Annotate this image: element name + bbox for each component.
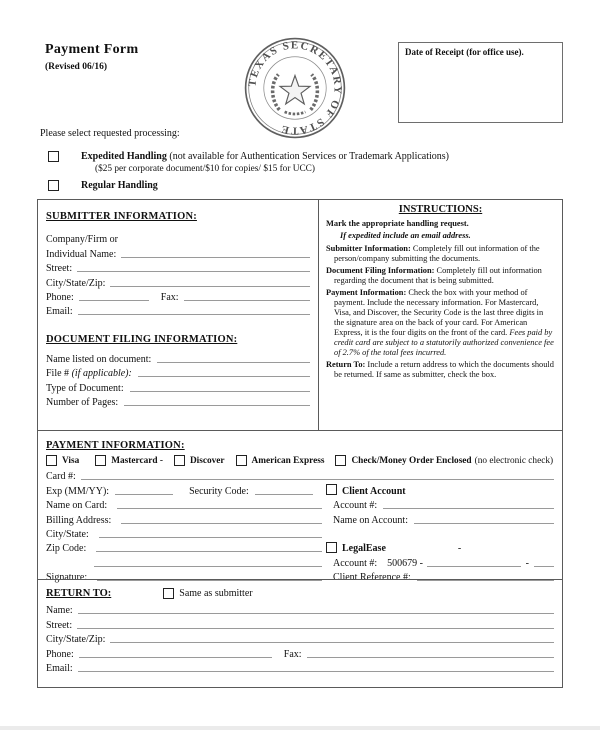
- payment-information-heading: PAYMENT INFORMATION:: [46, 440, 185, 451]
- form-field-row: [46, 289, 310, 303]
- form-field-row: [46, 260, 310, 274]
- fill-in-line[interactable]: [115, 494, 173, 495]
- check-money-order-checkbox[interactable]: [335, 455, 346, 466]
- seal-wreath-base: [285, 112, 306, 114]
- form-field-row: [46, 303, 310, 317]
- instruction-text: Submitter Information:: [326, 243, 411, 253]
- payment-information-cell: [38, 430, 562, 584]
- field-label: American Express: [251, 455, 325, 466]
- field-label: Phone:: [46, 648, 74, 660]
- field-label: 500679 -: [387, 557, 423, 569]
- card-details-column: [46, 482, 322, 583]
- form-field-row: [46, 660, 554, 674]
- field-label: -: [525, 557, 529, 569]
- regular-handling-row: [48, 178, 568, 193]
- payment-columns: [46, 482, 554, 583]
- expedited-handling-row: [48, 149, 568, 164]
- form-field-row: [46, 511, 322, 525]
- info-and-instructions-row: [38, 200, 562, 430]
- texas-secretary-of-state-seal-icon: [243, 36, 347, 140]
- fill-in-line[interactable]: [78, 314, 310, 315]
- field-label: -: [457, 543, 462, 555]
- field-label: Company/Firm or: [46, 234, 118, 246]
- return-to-cell: [38, 579, 562, 687]
- fill-in-line[interactable]: [414, 523, 554, 524]
- field-label: Exp (MM/YY):: [46, 485, 110, 497]
- form-field-row: [326, 511, 554, 525]
- form-field-row: [46, 554, 322, 568]
- fill-in-line[interactable]: [157, 362, 310, 363]
- date-of-receipt-box[interactable]: [398, 42, 563, 123]
- fill-in-line[interactable]: [121, 523, 322, 524]
- handling-options: [48, 149, 568, 193]
- instruction-text: Mark the appropriate handling request.: [326, 219, 469, 228]
- field-label: Check/Money Order Enclosed: [351, 455, 472, 466]
- form-field-row: [46, 468, 554, 482]
- field-label: Zip Code:: [46, 543, 87, 555]
- fill-in-line[interactable]: [81, 479, 554, 480]
- field-label: LegalEase: [342, 543, 386, 555]
- field-label: (if applicable):: [71, 368, 132, 380]
- fill-in-line[interactable]: [130, 391, 310, 392]
- fill-in-line[interactable]: [110, 286, 310, 287]
- submitter-information-heading: SUBMITTER INFORMATION:: [46, 211, 197, 222]
- document-filing-heading: DOCUMENT FILING INFORMATION:: [46, 334, 238, 346]
- form-field-row: [46, 482, 322, 496]
- form-field-row: [46, 245, 310, 259]
- field-label: Client Account: [342, 485, 406, 497]
- field-label: Billing Address:: [46, 514, 112, 526]
- instruction-text: Return To:: [326, 360, 366, 370]
- visa-checkbox[interactable]: [46, 455, 57, 466]
- payment-method-row: [46, 453, 554, 468]
- instruction-text: Completely fill out information of the person/company submitting the documents.: [334, 243, 540, 263]
- client-account-checkbox[interactable]: [326, 484, 337, 495]
- submitter-and-filing-cell: [38, 200, 319, 430]
- discover-checkbox[interactable]: [174, 455, 185, 466]
- field-label: Type of Document:: [46, 382, 124, 394]
- field-label: Same as submitter: [179, 588, 253, 599]
- instruction-paragraph: [326, 288, 555, 357]
- expedited-handling-checkbox[interactable]: [48, 151, 59, 162]
- card-number-row: [46, 468, 554, 482]
- page-edge: [0, 726, 600, 730]
- expedited-fee-note: ($25 per corporate document/$10 for copies/ $15 for UCC): [95, 164, 315, 174]
- regular-handling-label: Regular Handling: [81, 180, 158, 191]
- field-label: Number of Pages:: [46, 396, 119, 408]
- fill-in-line[interactable]: [124, 405, 310, 406]
- form-field-row: [46, 602, 554, 616]
- fill-in-line[interactable]: [255, 494, 313, 495]
- american-express-checkbox[interactable]: [236, 455, 247, 466]
- fill-in-line[interactable]: [99, 537, 322, 538]
- mastercard-checkbox[interactable]: [95, 455, 106, 466]
- fill-in-line[interactable]: [94, 566, 322, 567]
- form-field-row: [46, 350, 310, 364]
- field-label: Mastercard -: [111, 455, 163, 466]
- field-label: Name on Card:: [46, 500, 108, 512]
- fill-in-line[interactable]: [307, 657, 554, 658]
- fill-in-line[interactable]: [96, 551, 322, 552]
- form-field-row: [46, 394, 310, 408]
- field-label: Fax:: [283, 648, 302, 660]
- fill-in-line[interactable]: [79, 300, 149, 301]
- form-field-row: [326, 554, 554, 568]
- field-label: File #: [46, 368, 72, 380]
- field-label: Client Reference #:: [333, 572, 411, 584]
- page-title: Payment Form: [45, 42, 139, 57]
- field-label: Account #:: [333, 557, 378, 569]
- date-of-receipt-label: Date of Receipt (for office use).: [405, 47, 524, 57]
- instructions-cell: [319, 200, 562, 430]
- fill-in-line[interactable]: [77, 271, 310, 272]
- instruction-text: Fees paid by credit card are subject to a statutorily authorized convenience fee of 2.7% of the total fees incurred.: [334, 328, 554, 357]
- form-field-row: [46, 645, 554, 659]
- field-label: Phone:: [46, 291, 74, 303]
- fill-in-line[interactable]: [121, 257, 310, 258]
- document-filing-fields: [46, 350, 310, 408]
- instruction-text: Include a return address to which the documents should be returned. If same as submitter, check the box.: [334, 360, 554, 380]
- revision-note: (Revised 06/16): [45, 62, 108, 72]
- fill-in-line[interactable]: [78, 671, 554, 672]
- form-field-row: [46, 616, 554, 630]
- form-field-row: [46, 365, 310, 379]
- field-label: City/State:: [46, 528, 89, 540]
- field-label: Visa: [62, 455, 80, 466]
- field-label: Individual Name:: [46, 248, 117, 260]
- field-label: Email:: [46, 306, 73, 318]
- form-field-row: [326, 482, 554, 496]
- fill-in-line[interactable]: [138, 376, 310, 377]
- form-field-row: [46, 526, 322, 540]
- fill-in-line[interactable]: [117, 508, 322, 509]
- field-label: Name on Account:: [333, 514, 408, 526]
- section-heading: RETURN TO:: [46, 588, 112, 599]
- same-as-submitter-checkbox[interactable]: [163, 588, 174, 599]
- field-label: Email:: [46, 662, 73, 674]
- fill-in-line[interactable]: [534, 566, 554, 567]
- form-field-row: [326, 540, 554, 554]
- field-label: Street:: [46, 263, 73, 275]
- instruction-text: Document Filing Information:: [326, 266, 435, 276]
- instruction-paragraph: [326, 360, 555, 380]
- form-field-row: [46, 379, 310, 393]
- form-field-row: [46, 631, 554, 645]
- field-label: City/State/Zip:: [46, 634, 106, 646]
- form-field-row: [46, 585, 554, 602]
- form-field-row: [46, 497, 322, 511]
- field-label: Discover: [189, 455, 225, 466]
- fill-in-line[interactable]: [78, 613, 554, 614]
- legalease-checkbox[interactable]: [326, 542, 337, 553]
- field-label: Signature:: [46, 572, 88, 584]
- field-label: Street:: [46, 619, 73, 631]
- form-field-row: [46, 274, 310, 288]
- instruction-text: If expedited include an email address.: [340, 231, 471, 241]
- regular-handling-checkbox[interactable]: [48, 180, 59, 191]
- seal-wreath-right: [311, 74, 318, 109]
- fill-in-line[interactable]: [184, 300, 310, 301]
- form-field-row: [46, 231, 310, 245]
- seal-wreath-left: [273, 74, 280, 109]
- instruction-text: Payment Information:: [326, 288, 407, 298]
- field-label: Fax:: [160, 291, 179, 303]
- instruction-paragraph: [326, 231, 555, 241]
- field-label: Account #:: [333, 500, 378, 512]
- form-field-row: [326, 526, 554, 540]
- field-label: Name:: [46, 605, 73, 617]
- form-field-row: [326, 497, 554, 511]
- field-label: Name listed on document:: [46, 353, 152, 365]
- instruction-text: Check the box with your method of payment. Include the necessary information. For Mastercard, Visa, and Discover, the Security Code is the last three digits in the signature area on the back of your card. For American Express, it is the four digits on the front of the card.: [334, 288, 544, 338]
- instructions-paragraphs: [326, 219, 555, 380]
- account-details-column: [322, 482, 554, 583]
- instruction-paragraph: [326, 219, 555, 229]
- expedited-handling-label: Expedited Handling (not available for Authentication Services or Trademark Applications): [81, 151, 450, 162]
- form-table: [37, 199, 563, 688]
- submitter-fields: [46, 231, 310, 317]
- fill-in-line[interactable]: [77, 628, 554, 629]
- field-label: (no electronic check): [474, 455, 554, 466]
- form-field-row: [46, 453, 554, 468]
- instruction-paragraph: [326, 266, 555, 286]
- instructions-heading: INSTRUCTIONS:: [398, 204, 483, 215]
- field-label: Security Code:: [189, 485, 249, 497]
- fill-in-line[interactable]: [383, 508, 554, 509]
- instruction-paragraph: [326, 244, 555, 264]
- field-label: Card #:: [46, 471, 76, 483]
- fill-in-line[interactable]: [79, 657, 272, 658]
- seal-star-icon: [280, 76, 310, 104]
- field-label: City/State/Zip:: [46, 277, 106, 289]
- instruction-text: Completely fill out information regarding the document that is being submitted.: [334, 266, 542, 286]
- document-filing-block: [46, 329, 310, 408]
- processing-prompt: Please select requested processing:: [40, 128, 180, 139]
- fill-in-line[interactable]: [427, 566, 521, 567]
- fill-in-line[interactable]: [110, 642, 554, 643]
- seal-text: TEXAS SECRETARY OF STATE: [246, 39, 344, 137]
- form-field-row: [46, 540, 322, 554]
